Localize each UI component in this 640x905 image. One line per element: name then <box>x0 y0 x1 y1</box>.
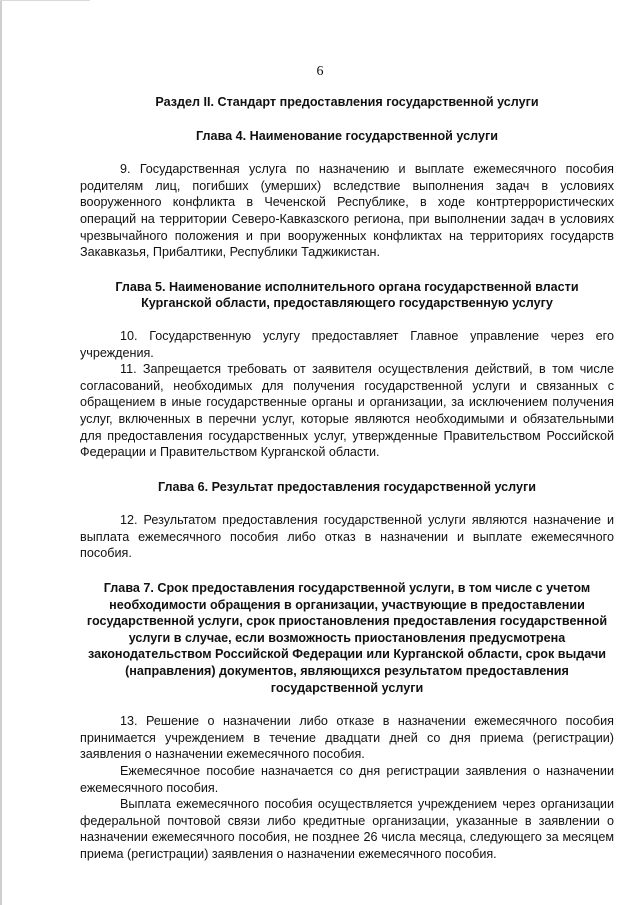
chapter-7-title-line: (направления) документов, являющихся результатом предоставления <box>125 664 569 679</box>
chapter-7-title-line: государственной услуги <box>270 680 424 695</box>
paragraph-10: 10. Государственную услугу предоставляет Главное управление через его учреждения. <box>80 328 614 360</box>
chapter-5-title-line-1: Глава 5. Наименование исполнительного органа государственной власти <box>115 279 579 294</box>
chapter-6-title: Глава 6. Результат предоставления государственной услуги <box>158 479 536 494</box>
chapter-7-title-line: государственной услуги, срок приостановления предоставления государственной <box>86 614 608 629</box>
chapter-5-title <box>80 279 614 312</box>
chapter-4-title: Глава 4. Наименование государственной услуги <box>196 128 498 143</box>
paragraph-11: 11. Запрещается требовать от заявителя осуществления действий, в том числе согласований, необходимых для получения государственной услуги и связанных с обращением в иные государственные органы и организации, за исключением получения услуг, включенных в перечни услуг, которые являются необходимыми и обязательными для предоставления государственных услуг, утвержденные Правительством Российской Федерации и Правительством Курганской области. <box>80 362 614 460</box>
scan-edge-left <box>0 0 2 905</box>
paragraph-13: 13. Решение о назначении либо отказе в назначении ежемесячного пособия принимается учреждением в течение двадцати дней со дня приема (регистрации) заявления о назначении ежемесячного пособия. <box>80 714 614 762</box>
document-body <box>80 92 614 863</box>
paragraph-13-payment: Выплата ежемесячного пособия осуществляется учреждением через организации федеральной почтовой связи либо кредитные организации, указанные в заявлении о назначении ежемесячного пособия, не позднее 26 числа месяца, следующего за месяцем приема (регистрации) заявления о назначении ежемесячного пособия. <box>80 797 614 861</box>
chapter-7-title-line: необходимости обращения в организации, участвующие в предоставлении <box>109 597 585 612</box>
section-title: Раздел II. Стандарт предоставления государственной услуги <box>155 95 539 109</box>
chapter-7-title-line: Глава 7. Срок предоставления государственной услуги, в том числе с учетом <box>103 581 591 596</box>
paragraph-12: 12. Результатом предоставления государственной услуги являются назначение и выплата ежемесячного пособия либо отказ в назначении и выплате ежемесячного пособия. <box>80 513 614 561</box>
chapter-7-title-line: законодательством Российской Федерации или Курганской области, срок выдачи <box>87 647 607 662</box>
paragraph-9: 9. Государственная услуга по назначению и выплате ежемесячного пособия родителям лиц, погибших (умерших) вследствие выполнения задач в условиях вооруженного конфликта в Чеченской Республике, в ходе контртеррористических операций на территории Северо-Кавказского региона, при выполнении задач в условиях чрезвычайного положения и при вооруженных конфликтах на территориях государств Закавказья, Прибалтики, Республики Таджикистан. <box>80 162 614 260</box>
chapter-7-title-line: услуги в случае, если возможность приостановления предусмотрена <box>128 630 566 645</box>
paragraph-13-benefit-start: Ежемесячное пособие назначается со дня регистрации заявления о назначении ежемесячного пособия. <box>80 764 614 795</box>
scan-edge-top <box>0 0 90 1</box>
page-number: 6 <box>316 64 324 79</box>
chapter-5-title-line-2: Курганской области, предоставляющего государственную услугу <box>141 296 553 311</box>
chapter-7-title <box>80 580 614 696</box>
